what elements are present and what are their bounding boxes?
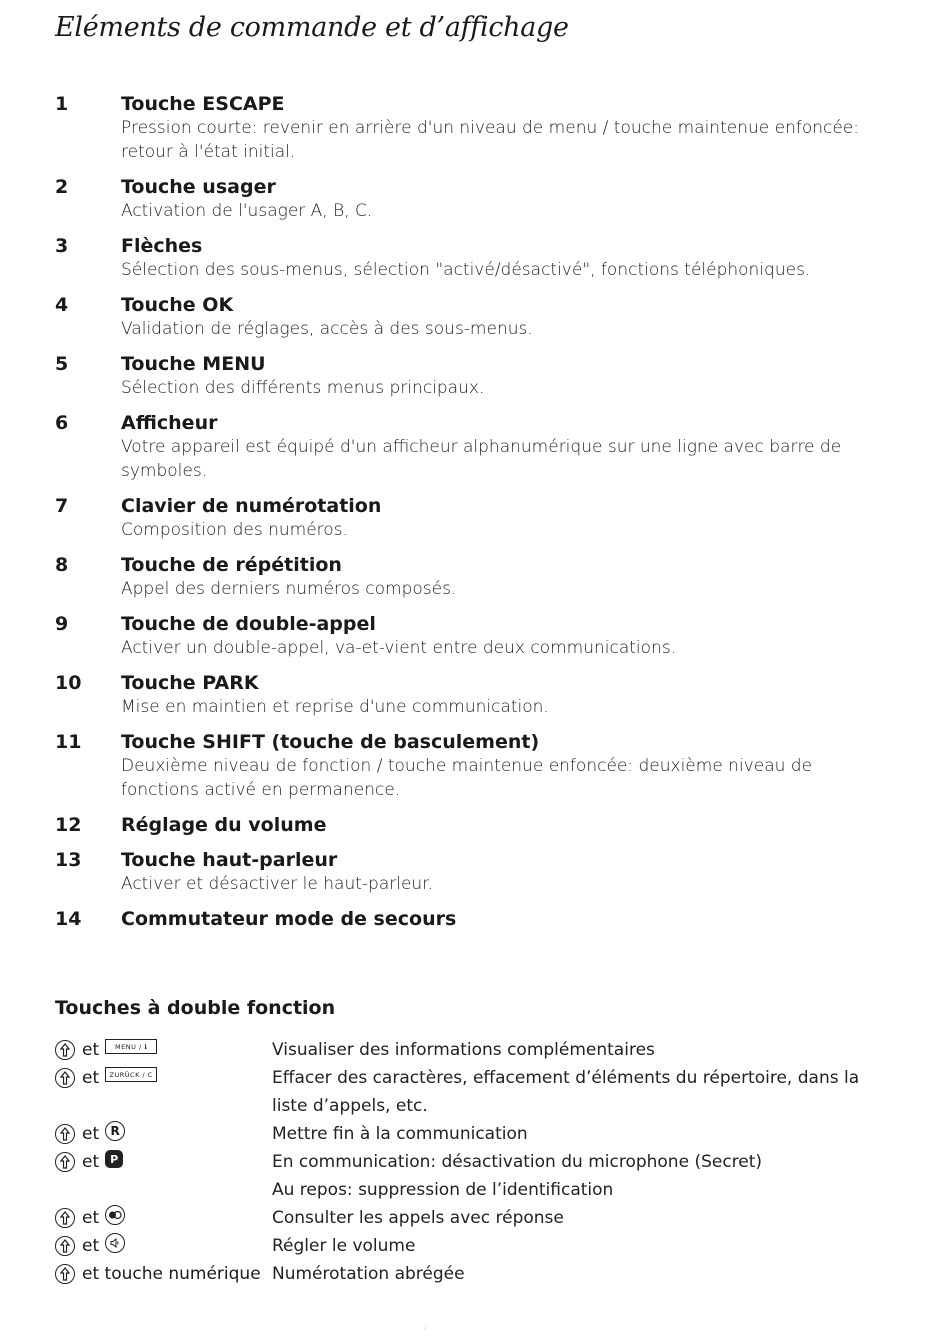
list-item	[55, 813, 875, 837]
item-description: Activer et désactiver le haut-parleur.	[121, 874, 434, 894]
numeric-key-label: et touche numérique	[82, 1264, 261, 1284]
list-item	[55, 848, 875, 896]
table-row	[55, 1204, 895, 1232]
shift-arrow-icon	[55, 1124, 75, 1144]
row-description: Régler le volume	[272, 1236, 416, 1256]
table-row	[55, 1064, 895, 1120]
et-label: et	[82, 1208, 100, 1228]
shift-arrow-icon	[55, 1068, 75, 1088]
item-description: Votre appareil est équipé d'un afficheur alphanumérique sur une ligne avec barre de symboles.	[121, 437, 842, 481]
row-description: Numérotation abrégée	[272, 1264, 465, 1284]
row-description: En communication: désactivation du microphone (Secret)	[272, 1152, 763, 1172]
list-item	[55, 234, 875, 282]
shift-arrow-icon	[55, 1264, 75, 1284]
table-row	[55, 1036, 895, 1064]
shift-arrow-icon	[55, 1152, 75, 1172]
item-title: Touche ESCAPE	[121, 93, 285, 115]
menu-key-icon: MENU / ℹ	[105, 1039, 157, 1054]
item-title: Touche de double-appel	[121, 613, 376, 635]
item-number: 9	[55, 613, 69, 635]
item-title: Touche SHIFT (touche de basculement)	[121, 731, 540, 753]
row-description: Consulter les appels avec réponse	[272, 1208, 564, 1228]
shift-arrow-icon	[55, 1236, 75, 1256]
item-title: Touche PARK	[121, 672, 259, 694]
item-number: 4	[55, 294, 69, 316]
item-description: Pression courte: revenir en arrière d'un niveau de menu / touche maintenue enfoncée: retour à l'état initial.	[121, 118, 859, 162]
park-key-icon: P	[105, 1150, 123, 1168]
list-item	[55, 612, 875, 660]
list-item	[55, 671, 875, 719]
shift-arrow-icon	[55, 1040, 75, 1060]
item-description: Sélection des différents menus principaux.	[121, 378, 485, 398]
item-number: 11	[55, 731, 82, 753]
table-row	[55, 1260, 895, 1288]
item-number: 6	[55, 412, 69, 434]
item-title: Touche usager	[121, 176, 276, 198]
list-item	[55, 494, 875, 542]
item-number: 10	[55, 672, 82, 694]
list-item	[55, 907, 875, 931]
et-label: et	[82, 1068, 100, 1088]
list-item	[55, 92, 875, 164]
section-title: Touches à double fonction	[55, 997, 336, 1019]
item-number: 12	[55, 814, 82, 836]
item-number: 13	[55, 849, 82, 871]
item-description: Appel des derniers numéros composés.	[121, 579, 457, 599]
item-description: Sélection des sous-menus, sélection "activé/désactivé", fonctions téléphoniques.	[121, 260, 811, 280]
list-item	[55, 730, 875, 802]
list-item	[55, 553, 875, 601]
et-label: et	[82, 1236, 100, 1256]
item-description: Activation de l'usager A, B, C.	[121, 201, 373, 221]
row-description-continued: liste d’appels, etc.	[272, 1096, 428, 1116]
et-label: et	[82, 1040, 100, 1060]
dual-function-table	[55, 1036, 895, 1288]
page-title: Eléments de commande et d’affichage	[55, 12, 569, 43]
item-number: 14	[55, 908, 82, 930]
et-label: et	[82, 1124, 100, 1144]
item-number: 7	[55, 495, 69, 517]
controls-list	[55, 92, 875, 942]
row-description: Effacer des caractères, effacement d’éléments du répertoire, dans la	[272, 1068, 860, 1088]
item-title: Clavier de numérotation	[121, 495, 382, 517]
answered-calls-key-icon	[105, 1205, 125, 1225]
table-row	[55, 1232, 895, 1260]
item-number: 3	[55, 235, 69, 257]
item-title: Touche de répétition	[121, 554, 342, 576]
item-title: Réglage du volume	[121, 814, 327, 836]
item-number: 1	[55, 93, 69, 115]
item-description: Deuxième niveau de fonction / touche maintenue enfoncée: deuxième niveau de fonctions activé en permanence.	[121, 756, 813, 800]
list-item	[55, 352, 875, 400]
item-title: Commutateur mode de secours	[121, 908, 457, 930]
row-description: Mettre fin à la communication	[272, 1124, 528, 1144]
item-number: 2	[55, 176, 69, 198]
item-description: Activer un double-appel, va-et-vient entre deux communications.	[121, 638, 677, 658]
list-item	[55, 175, 875, 223]
row-description-continued: Au repos: suppression de l’identification	[272, 1180, 614, 1200]
shift-arrow-icon	[55, 1208, 75, 1228]
back-key-icon: ZURÜCK / C	[105, 1067, 157, 1082]
item-description: Composition des numéros.	[121, 520, 348, 540]
item-number: 5	[55, 353, 69, 375]
item-description: Validation de réglages, accès à des sous-menus.	[121, 319, 533, 339]
item-title: Touche OK	[121, 294, 234, 316]
speaker-icon	[105, 1233, 125, 1253]
list-item	[55, 411, 875, 483]
row-description: Visualiser des informations complémentaires	[272, 1040, 655, 1060]
page-mark: :	[424, 1324, 427, 1331]
item-number: 8	[55, 554, 69, 576]
table-row	[55, 1120, 895, 1148]
item-description: Mise en maintien et reprise d'une communication.	[121, 697, 549, 717]
et-label: et	[82, 1152, 100, 1172]
list-item	[55, 293, 875, 341]
item-title: Touche haut-parleur	[121, 849, 338, 871]
table-row	[55, 1148, 895, 1204]
item-title: Flèches	[121, 235, 203, 257]
r-key-icon: R	[105, 1121, 125, 1141]
item-title: Afficheur	[121, 412, 218, 434]
item-title: Touche MENU	[121, 353, 266, 375]
